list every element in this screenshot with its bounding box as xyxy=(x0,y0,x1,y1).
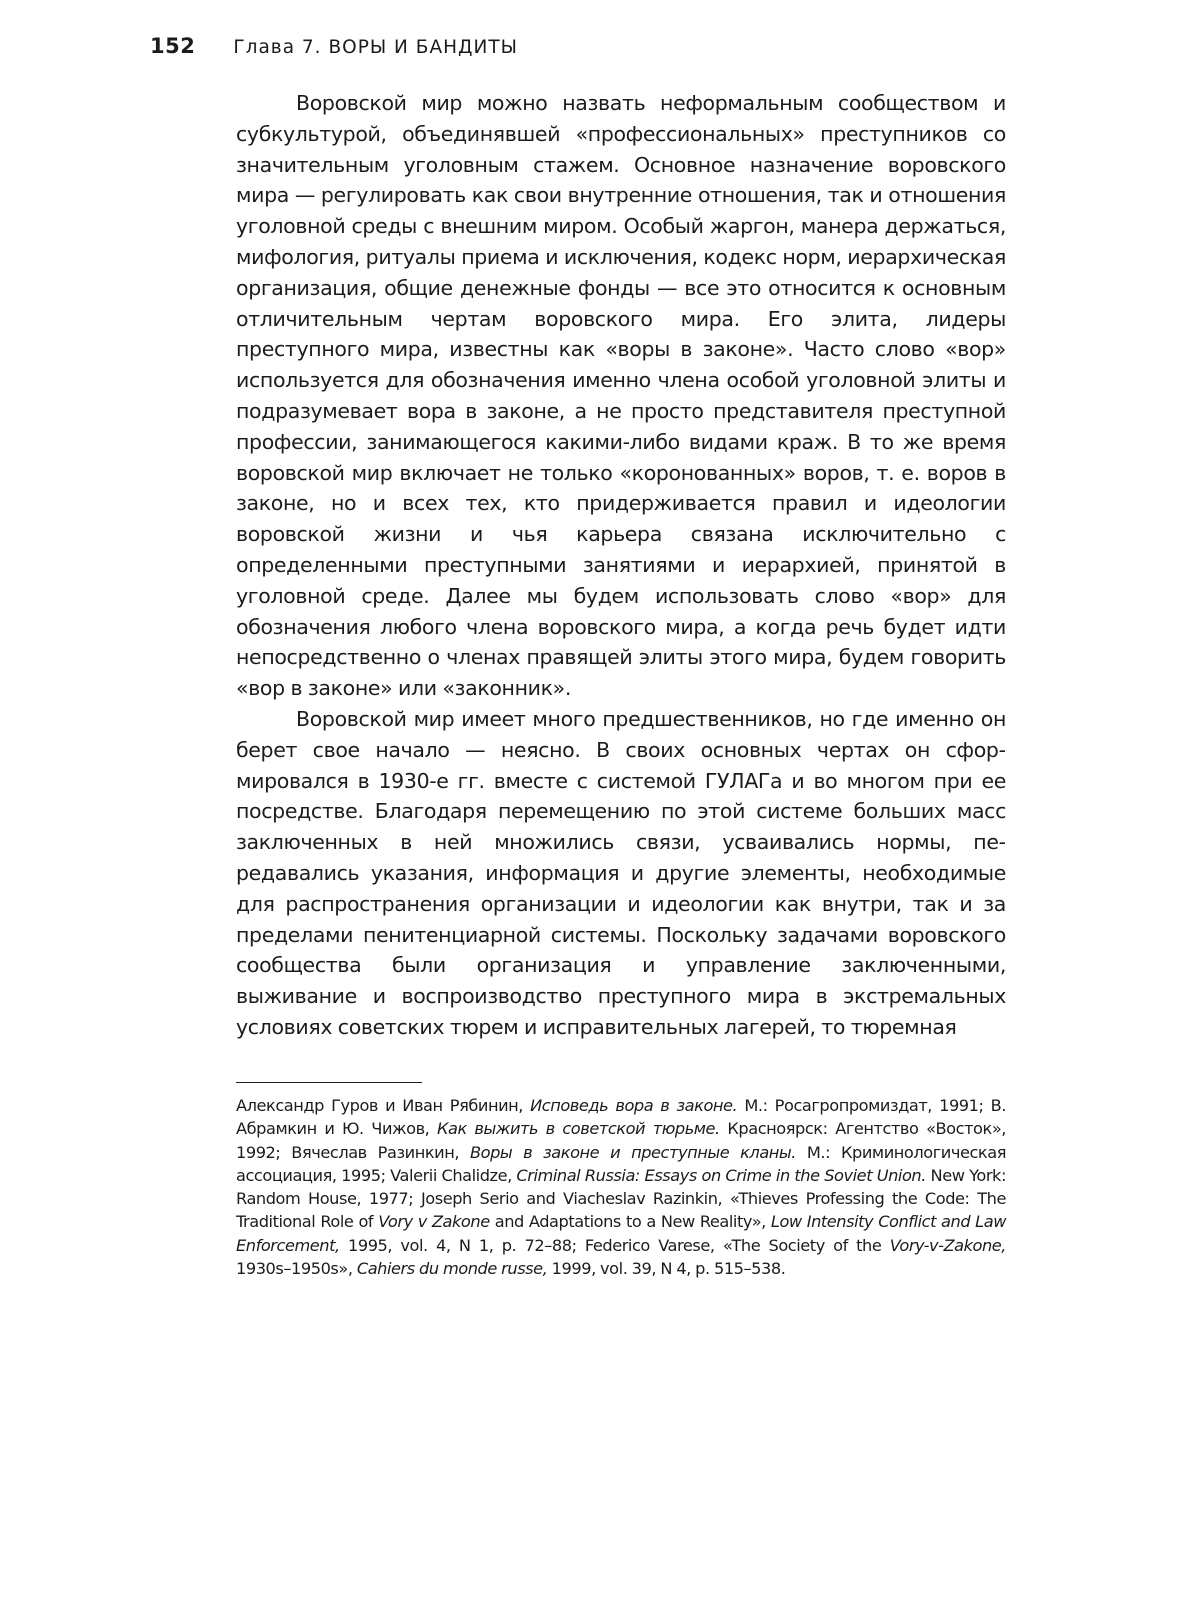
footnote-segment: 1999, vol. 39, N 4, p. 515–538. xyxy=(547,1259,786,1279)
footnote-segment: New York: Random House, 1977; Joseph Serio and Viacheslav Razinkin, «Thieves Professing the Code: The Traditional Role of xyxy=(236,1165,1006,1232)
footnote-term: Vory v Zakone xyxy=(378,1212,490,1232)
footnote-segment: Красноярск: Агентство «Восток», 1992; Вячеслав Разинкин, xyxy=(236,1119,1006,1162)
body-paragraph: Воровской мир имеет много предшественников, но где именно он берет свое начало — неясно. В своих основных чертах он сформировался в 1930-е гг. вместе с системой ГУЛАГа и во многом при ее посредстве. Благодаря перемещению по этой системе больших масс заключенных в ней множились связи, усваивались нормы, передавались указания, информация и другие элементы, необходимые для распространения организации и идеологии как внутри, так и за пределами пенитенциарной системы. Поскольку задачами воровского сообщества были организация и управление заключенными, выживание и воспроизводство преступного мира в экстремальных условиях советских тюрем и исправительных лагерей, то тюремная xyxy=(236,706,1006,1039)
footnote-journal-title: Low Intensity Conflict and Law Enforcement, xyxy=(236,1212,1007,1255)
footnote-segment: М.: Криминологическая ассоциация, 1995; Valerii Chalidze, xyxy=(236,1142,1006,1185)
footnote-book-title: Как выжить в советской тюрьме. xyxy=(436,1119,720,1139)
footnote xyxy=(236,1094,1006,1280)
footnote-term: Vory-v-Zakone, xyxy=(889,1235,1006,1255)
footnote-book-title: Воры в законе и преступные кланы. xyxy=(469,1142,796,1162)
footnote-book-title: Исповедь вора в законе. xyxy=(530,1096,738,1115)
page-number: 152 xyxy=(150,34,196,58)
footnote-segment: 1995, vol. 4, N 1, p. 72–88; Federico Varese, «The Society of the xyxy=(339,1235,890,1255)
footnote-segment: М.: Росагропромиздат, 1991; В. Абрамкин и Ю. Чижов, xyxy=(236,1096,1006,1139)
footnote-journal-title: Cahiers du monde russe, xyxy=(356,1259,548,1279)
main-text xyxy=(236,88,1006,1043)
footnote-segment: Александр Гуров и Иван Рябинин, xyxy=(236,1096,531,1115)
running-header xyxy=(150,34,1020,64)
footnote-separator xyxy=(236,1082,422,1083)
footnote-segment: and Adaptations to a New Reality», xyxy=(489,1212,771,1232)
footnote-book-title: Criminal Russia: Essays on Crime in the Soviet Union. xyxy=(516,1165,926,1185)
body-paragraph: Воровской мир можно назвать неформальным сообществом и субкультурой, объединявшей «профессиональных» преступников со значительным уголовным стажем. Основное назначение воровского мира — регулировать как свои внутренние отношения, так и отношения уголовной среды с внешним миром. Особый жаргон, манера держаться, мифология, ритуалы приема и исключения, кодекс норм, иерархическая организация, общие денежные фонды — все это относится к основным отличительным чертам воровского мира. Его элита, лидеры преступного мира, известны как «воры в законе». Часто слово «вор» используется для обозначения именно члена особой уголовной элиты и подразумевает вора в законе, а не просто представителя преступной профессии, занимающегося какими-либо видами краж. В то же время воровской мир включает не только «коронованных» воров, т. е. воров в законе, но и всех тех, кто придерживается правил и идеологии воровской жизни и чья карьера связана исключительно с определенными преступными занятиями и иерархией, принятой в уголовной среде. Далее мы будем использовать слово «вор» для обозначения любого члена воровского мира, а когда речь будет идти непосредственно о членах правящей элиты этого мира, будем говорить «вор в законе» или «законник». xyxy=(236,91,1006,701)
chapter-running-head: Глава 7. ВОРЫ И БАНДИТЫ xyxy=(233,37,518,58)
footnote-segment: 1930s–1950s», xyxy=(236,1259,357,1279)
